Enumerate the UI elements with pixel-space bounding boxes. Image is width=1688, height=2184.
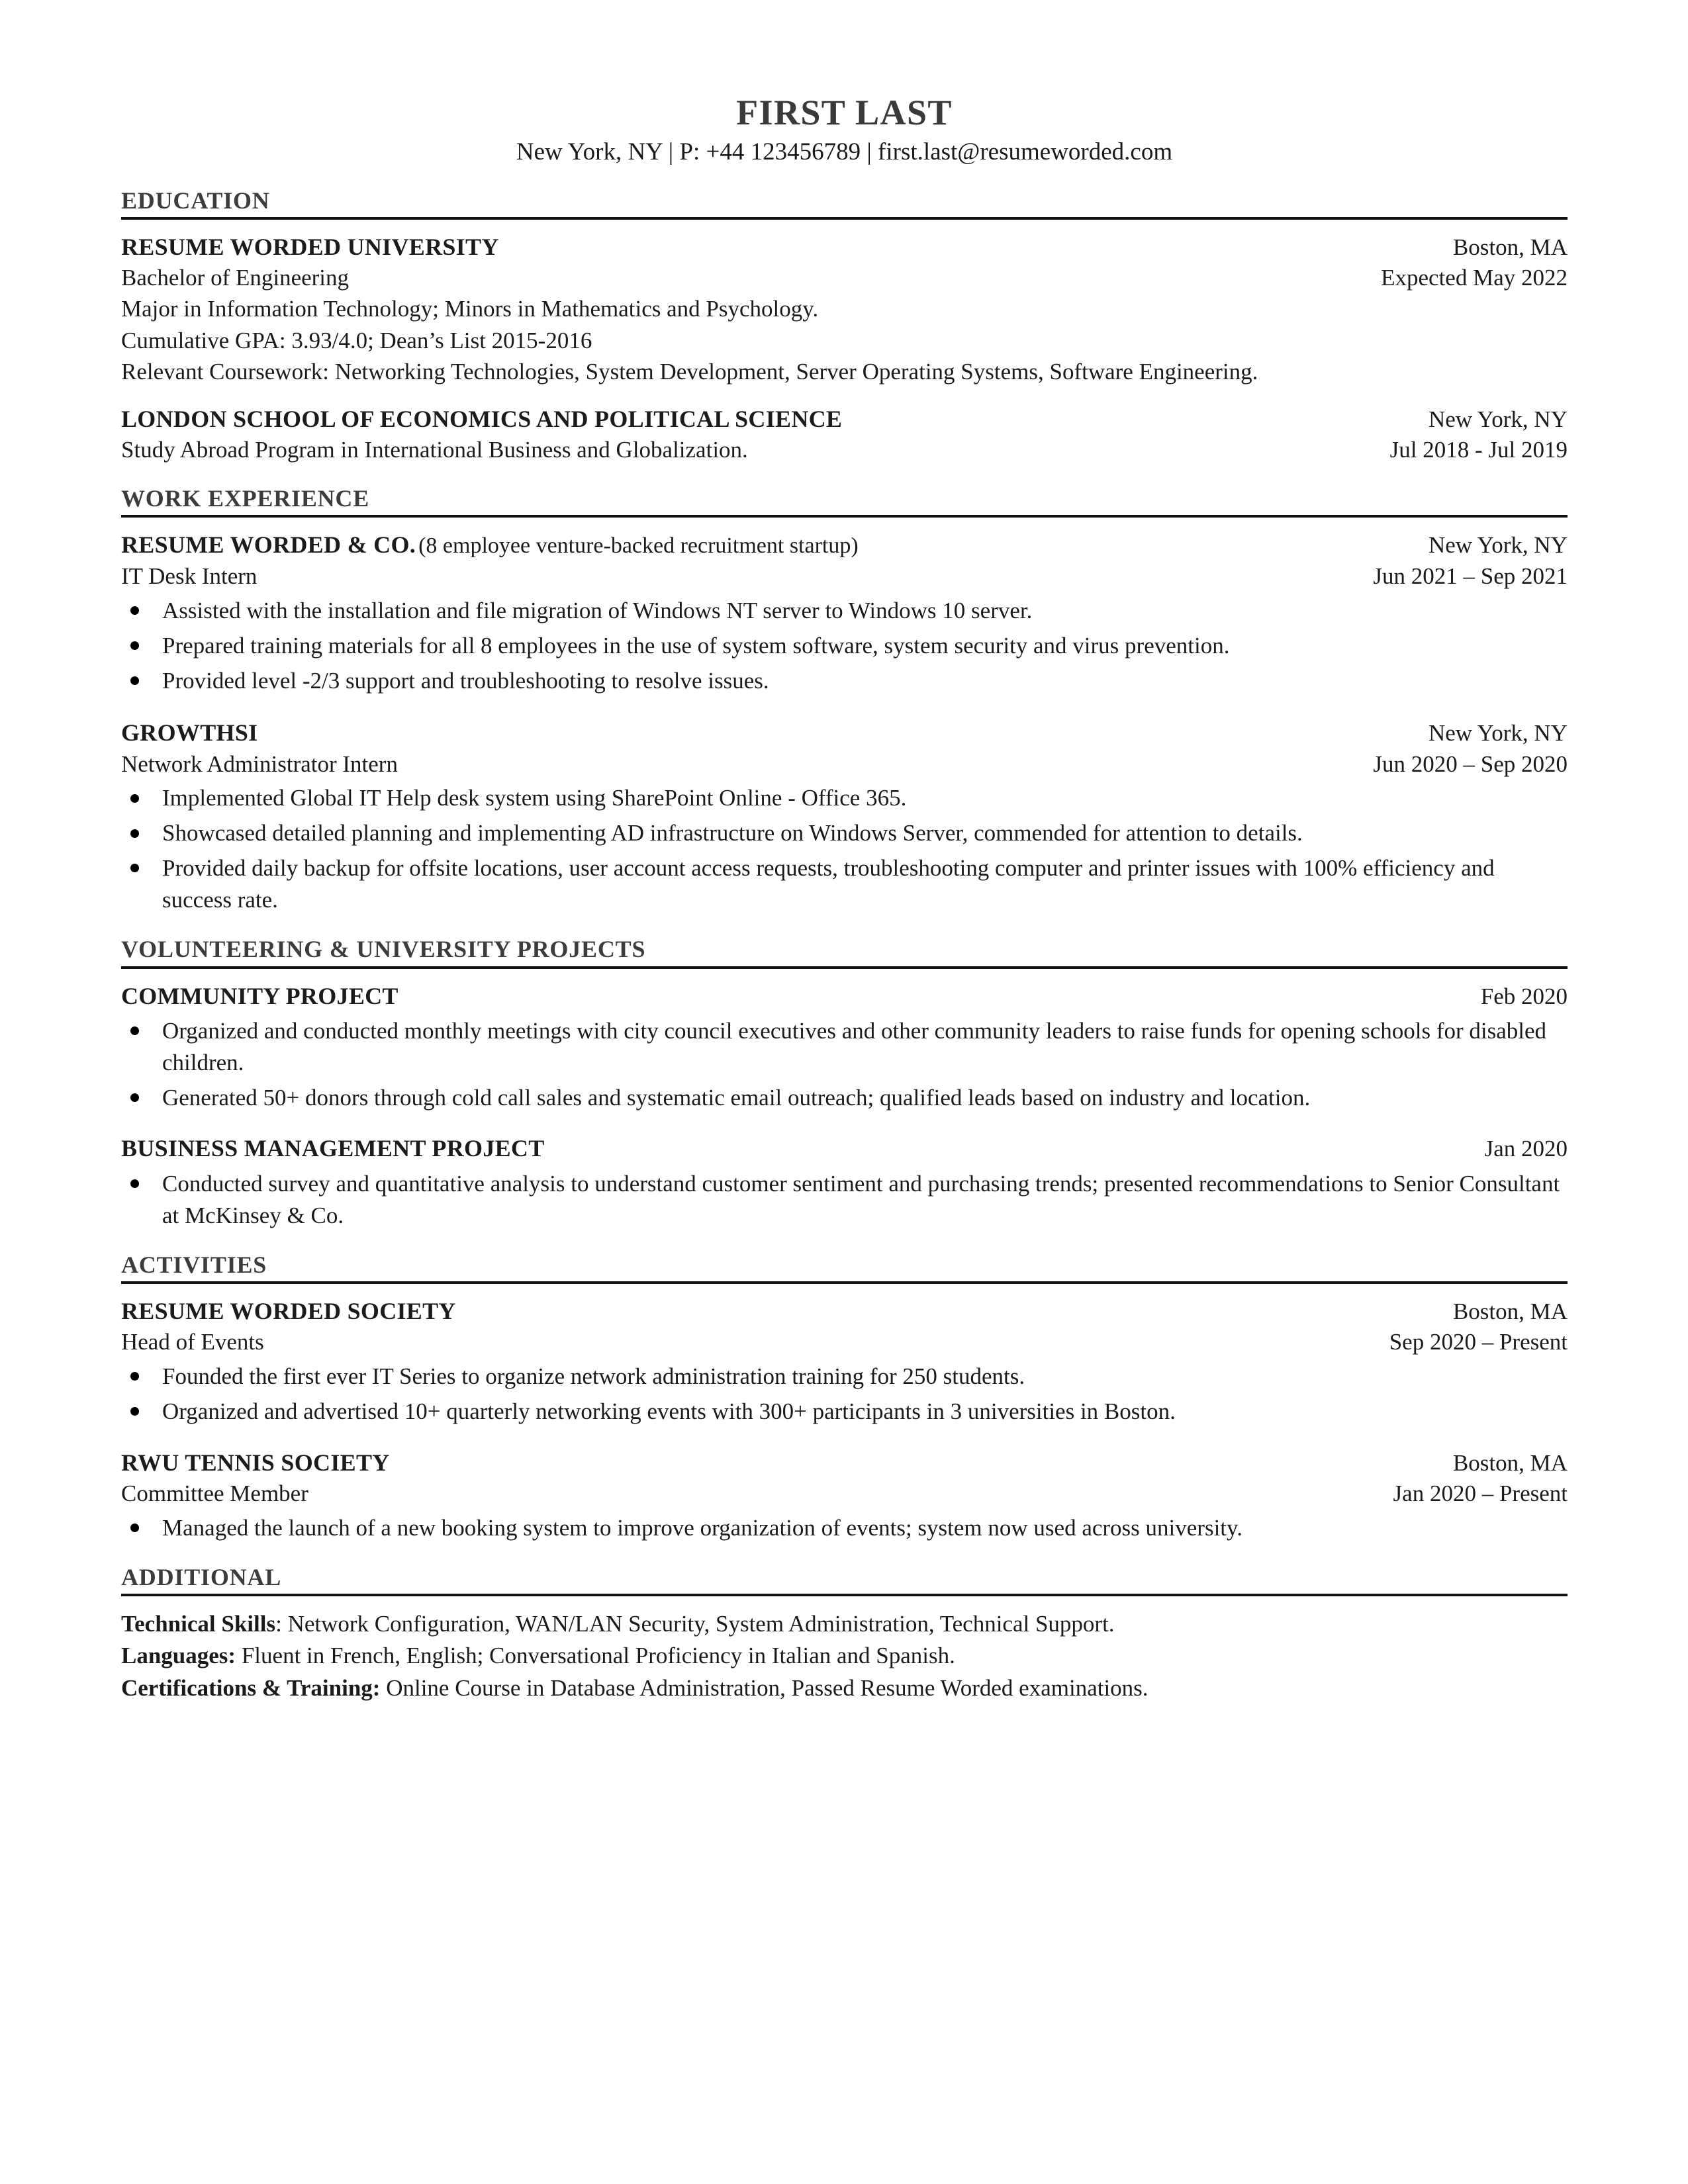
education-detail: Relevant Coursework: Networking Technologies, System Development, Server Operating Systems, Software Engineering. [121, 359, 1258, 385]
date-range: Jul 2018 - Jul 2019 [1389, 437, 1568, 463]
section-divider [121, 966, 1568, 969]
work-entry [121, 529, 1568, 696]
section-title-additional: ADDITIONAL [121, 1563, 282, 1590]
organization-name: RESUME WORDED & CO. [121, 531, 416, 559]
bullet-dot-icon [130, 641, 139, 650]
additional-label: Certifications & Training: [121, 1674, 381, 1701]
bullet-dot-icon [130, 864, 139, 872]
date-range: Jun 2021 – Sep 2021 [1373, 563, 1568, 589]
additional-line [121, 1608, 1568, 1640]
education-detail: Major in Information Technology; Minors in Mathematics and Psychology. [121, 296, 819, 322]
organization-line [121, 529, 1429, 561]
bullet-text: Implemented Global IT Help desk system using SharePoint Online - Office 365. [162, 785, 907, 811]
entry-header-row [121, 529, 1568, 561]
bullet-item [121, 782, 1568, 814]
activity-entry [121, 1296, 1568, 1428]
entry-subheader-row [121, 749, 1568, 780]
additional-label: Technical Skills [121, 1610, 276, 1637]
work-entry [121, 717, 1568, 916]
role-title: Head of Events [121, 1328, 264, 1355]
additional-separator [380, 1675, 386, 1701]
candidate-name: FIRST LAST [736, 93, 953, 132]
program-title: Study Abroad Program in International Business and Globalization. [121, 437, 748, 463]
education-entry [121, 404, 1568, 465]
organization-line [121, 717, 1429, 749]
bullet-item [121, 1396, 1568, 1428]
education-entry [121, 232, 1568, 388]
additional-line [121, 1640, 1568, 1672]
degree-title: Bachelor of Engineering [121, 265, 350, 291]
bullet-text: Assisted with the installation and file migration of Windows NT server to Windows 10 server. [162, 597, 1033, 623]
role-title: Committee Member [121, 1480, 308, 1506]
location: Boston, MA [1452, 234, 1568, 261]
date-range: Jan 2020 [1484, 1136, 1568, 1162]
entry-subheader-row [121, 435, 1568, 465]
bullet-item [121, 1082, 1568, 1114]
section-title-education: EDUCATION [121, 187, 270, 214]
entry-header-row [121, 1447, 1568, 1479]
section-divider [121, 515, 1568, 518]
bullet-dot-icon [130, 829, 139, 838]
date-range: Feb 2020 [1480, 983, 1568, 1009]
section-title-activities: ACTIVITIES [121, 1251, 267, 1278]
activity-entry [121, 1447, 1568, 1544]
entry-header-row [121, 717, 1568, 749]
project-name: BUSINESS MANAGEMENT PROJECT [121, 1135, 545, 1162]
section-activities [121, 1251, 1568, 1544]
bullet-item [121, 665, 1568, 697]
bullet-text: Prepared training materials for all 8 employees in the use of system software, system security and virus prevention. [162, 632, 1230, 659]
entry-subheader-row [121, 263, 1568, 293]
bullet-text: Organized and advertised 10+ quarterly networking events with 300+ participants in 3 universities in Boston. [162, 1398, 1176, 1424]
bullet-text: Provided daily backup for offsite locations, user account access requests, troubleshooting computer and printer issues with 100% efficiency and success rate. [162, 855, 1495, 913]
bullet-item [121, 1168, 1568, 1232]
section-divider [121, 1594, 1568, 1596]
job-title: Network Administrator Intern [121, 751, 398, 777]
bullet-list [121, 1168, 1568, 1232]
section-divider [121, 217, 1568, 220]
entry-header-row [121, 981, 1568, 1012]
bullet-dot-icon [130, 1179, 139, 1188]
section-work-experience [121, 485, 1568, 916]
section-title-work-experience: WORK EXPERIENCE [121, 484, 370, 512]
bullet-list [121, 1361, 1568, 1428]
section-additional [121, 1564, 1568, 1704]
additional-value: Network Configuration, WAN/LAN Security, System Administration, Technical Support. [287, 1610, 1115, 1637]
entry-subheader-row [121, 1479, 1568, 1509]
entry-header-row [121, 1296, 1568, 1327]
entry-header-row [121, 1133, 1568, 1164]
section-divider [121, 1281, 1568, 1284]
bullet-item [121, 1015, 1568, 1079]
location: Boston, MA [1452, 1449, 1568, 1476]
bullet-list [121, 1512, 1568, 1544]
bullet-text: Organized and conducted monthly meetings with city council executives and other community leaders to raise funds for opening schools for disabled children. [162, 1017, 1547, 1075]
job-title: IT Desk Intern [121, 563, 258, 589]
bullet-list [121, 1015, 1568, 1114]
bullet-dot-icon [130, 1524, 139, 1532]
bullet-item [121, 630, 1568, 662]
date-range: Expected May 2022 [1381, 265, 1568, 291]
bullet-text: Conducted survey and quantitative analysis to understand customer sentiment and purchasing trends; presented recommendations to Senior Consultant at McKinsey & Co. [162, 1170, 1560, 1228]
additional-label: Languages: [121, 1643, 236, 1669]
bullet-text: Showcased detailed planning and implementing AD infrastructure on Windows Server, commended for attention to details. [162, 820, 1303, 846]
project-entry [121, 1133, 1568, 1231]
date-range: Sep 2020 – Present [1389, 1328, 1568, 1355]
project-entry [121, 981, 1568, 1114]
bullet-item [121, 817, 1568, 849]
bullet-dot-icon [130, 794, 139, 803]
bullet-dot-icon [130, 606, 139, 615]
project-name: COMMUNITY PROJECT [121, 982, 399, 1009]
bullet-item [121, 1361, 1568, 1392]
organization-name: RWU TENNIS SOCIETY [121, 1449, 390, 1476]
bullet-text: Provided level -2/3 support and troubleshooting to resolve issues. [162, 667, 769, 694]
education-detail: Cumulative GPA: 3.93/4.0; Dean’s List 2015-2016 [121, 327, 592, 353]
bullet-item [121, 595, 1568, 627]
bullet-dot-icon [130, 1026, 139, 1035]
bullet-dot-icon [130, 1372, 139, 1381]
bullet-item [121, 1512, 1568, 1544]
organization-name: LONDON SCHOOL OF ECONOMICS AND POLITICAL SCIENCE [121, 405, 843, 432]
additional-separator: : [275, 1610, 288, 1637]
entry-subheader-row [121, 561, 1568, 592]
location: New York, NY [1428, 720, 1568, 747]
bullet-text: Founded the first ever IT Series to organize network administration training for 250 students. [162, 1363, 1025, 1389]
location: Boston, MA [1452, 1298, 1568, 1324]
bullet-dot-icon [130, 1093, 139, 1102]
date-range: Jun 2020 – Sep 2020 [1373, 751, 1568, 777]
contact-line: New York, NY | P: +44 123456789 | first.last@resumeworded.com [516, 138, 1173, 166]
location: New York, NY [1428, 406, 1568, 432]
additional-line [121, 1672, 1568, 1704]
section-education [121, 187, 1568, 465]
entry-header-row [121, 404, 1568, 435]
bullet-text: Managed the launch of a new booking system to improve organization of events; system now used across university. [162, 1514, 1243, 1541]
organization-name: GROWTHSI [121, 719, 258, 747]
additional-value: Online Course in Database Administration, Passed Resume Worded examinations. [386, 1674, 1149, 1701]
section-title-volunteering: VOLUNTEERING & UNIVERSITY PROJECTS [121, 936, 646, 963]
resume-header [121, 93, 1568, 167]
bullet-dot-icon [130, 676, 139, 685]
section-volunteering [121, 936, 1568, 1231]
additional-separator [236, 1643, 242, 1668]
date-range: Jan 2020 – Present [1393, 1480, 1568, 1506]
entry-subheader-row [121, 1327, 1568, 1357]
bullet-text: Generated 50+ donors through cold call sales and systematic email outreach; qualified leads based on industry and location. [162, 1084, 1311, 1111]
bullet-dot-icon [130, 1407, 139, 1416]
bullet-list [121, 782, 1568, 916]
bullet-item [121, 852, 1568, 916]
additional-value: Fluent in French, English; Conversational Proficiency in Italian and Spanish. [241, 1643, 955, 1669]
entry-header-row [121, 232, 1568, 263]
organization-name: RESUME WORDED SOCIETY [121, 1297, 456, 1324]
organization-note: (8 employee venture-backed recruitment startup) [418, 533, 859, 559]
organization-name: RESUME WORDED UNIVERSITY [121, 234, 499, 261]
location: New York, NY [1428, 532, 1568, 559]
bullet-list [121, 595, 1568, 697]
